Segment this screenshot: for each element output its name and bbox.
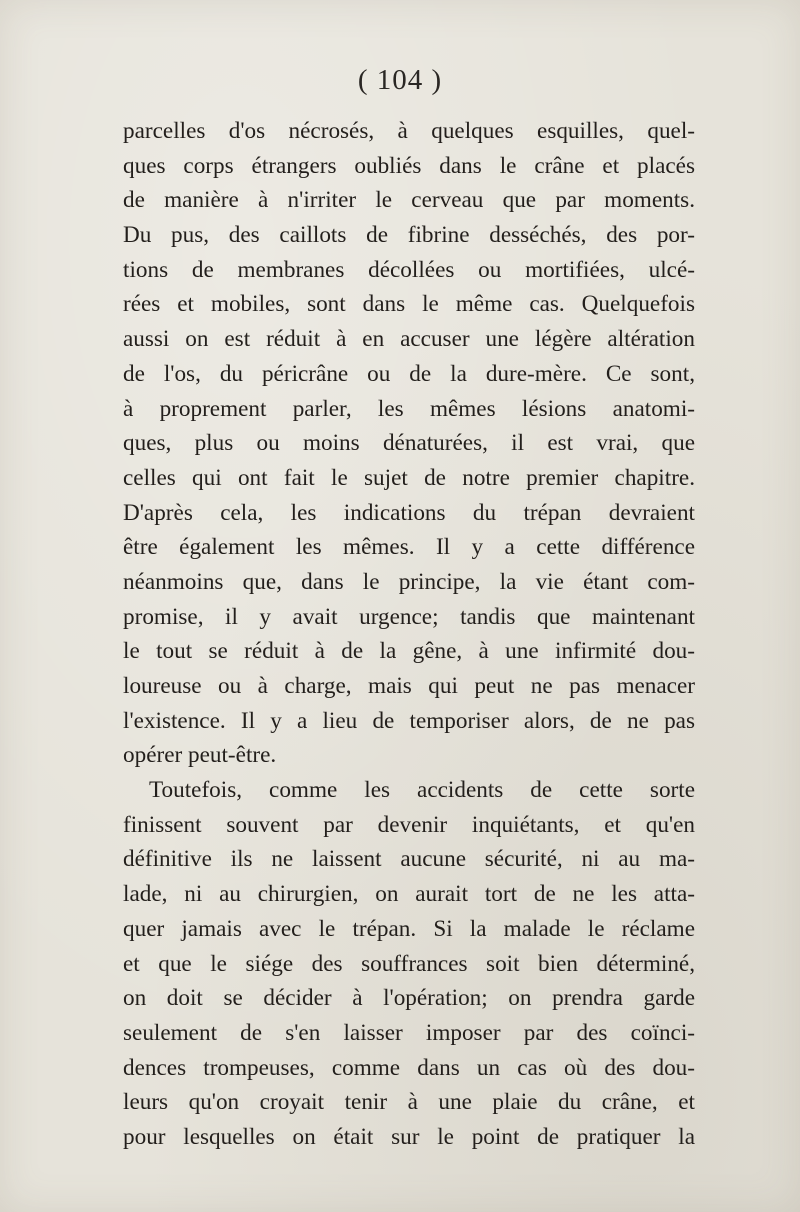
text-line: loureuse ou à charge, mais qui peut ne pas menacer xyxy=(123,673,695,699)
text-line: parcelles d'os nécrosés, à quelques esquilles, quel- xyxy=(123,118,695,144)
text-line: l'existence. Il y a lieu de temporiser alors, de ne pas xyxy=(123,707,695,734)
text-line: néanmoins que, dans le principe, la vie étant com- xyxy=(123,568,695,595)
text-line: rées et mobiles, sont dans le même cas. Quelquefois xyxy=(123,291,695,318)
text-line: D'après cela, les indications du trépan devraient xyxy=(123,499,695,526)
text-line: leurs qu'on croyait tenir à une plaie du crâne, et xyxy=(123,1089,695,1116)
text-line: ques corps étrangers oubliés dans le crâne et placés xyxy=(123,152,695,179)
text-line: seulement de s'en laisser imposer par des coïnci- xyxy=(123,1019,695,1046)
text-line: être également les mêmes. Il y a cette différence xyxy=(123,534,695,561)
text-line: quer jamais avec le trépan. Si la malade le réclame xyxy=(123,915,695,942)
text-line: aussi on est réduit à en accuser une légère altération xyxy=(123,326,695,353)
text-line: lade, ni au chirurgien, on aurait tort de ne les atta- xyxy=(123,881,695,908)
text-line: le tout se réduit à de la gêne, à une infirmité dou- xyxy=(123,638,695,665)
text-line: Du pus, des caillots de fibrine desséchés, des por- xyxy=(123,222,695,249)
text-line: finissent souvent par devenir inquiétants, et qu'en xyxy=(123,811,695,838)
text-line: dences trompeuses, comme dans un cas où des dou- xyxy=(123,1054,695,1081)
text-line: à proprement parler, les mêmes lésions anatomi- xyxy=(123,395,695,422)
text-line: Toutefois, comme les accidents de cette sorte xyxy=(149,777,695,804)
text-line: celles qui ont fait le sujet de notre premier chapitre. xyxy=(123,464,695,491)
text-line: ques, plus ou moins dénaturées, il est vrai, que xyxy=(123,430,695,457)
text-line: on doit se décider à l'opération; on prendra garde xyxy=(123,985,695,1012)
text-line: définitive ils ne laissent aucune sécurité, ni au ma- xyxy=(123,846,695,873)
page-number: ( 104 ) xyxy=(357,64,443,96)
text-line: et que le siége des souffrances soit bien déterminé, xyxy=(123,950,695,977)
text-line: de manière à n'irriter le cerveau que par moments. xyxy=(123,187,695,214)
text-line: tions de membranes décollées ou mortifiées, ulcé- xyxy=(123,256,695,283)
text-line: de l'os, du péricrâne ou de la dure-mère. Ce sont, xyxy=(123,360,695,387)
text-line: opérer peut-être. xyxy=(123,742,277,769)
text-line: pour lesquelles on était sur le point de pratiquer la xyxy=(123,1123,695,1150)
body-text xyxy=(123,114,695,1155)
text-line: promise, il y avait urgence; tandis que maintenant xyxy=(123,603,695,630)
